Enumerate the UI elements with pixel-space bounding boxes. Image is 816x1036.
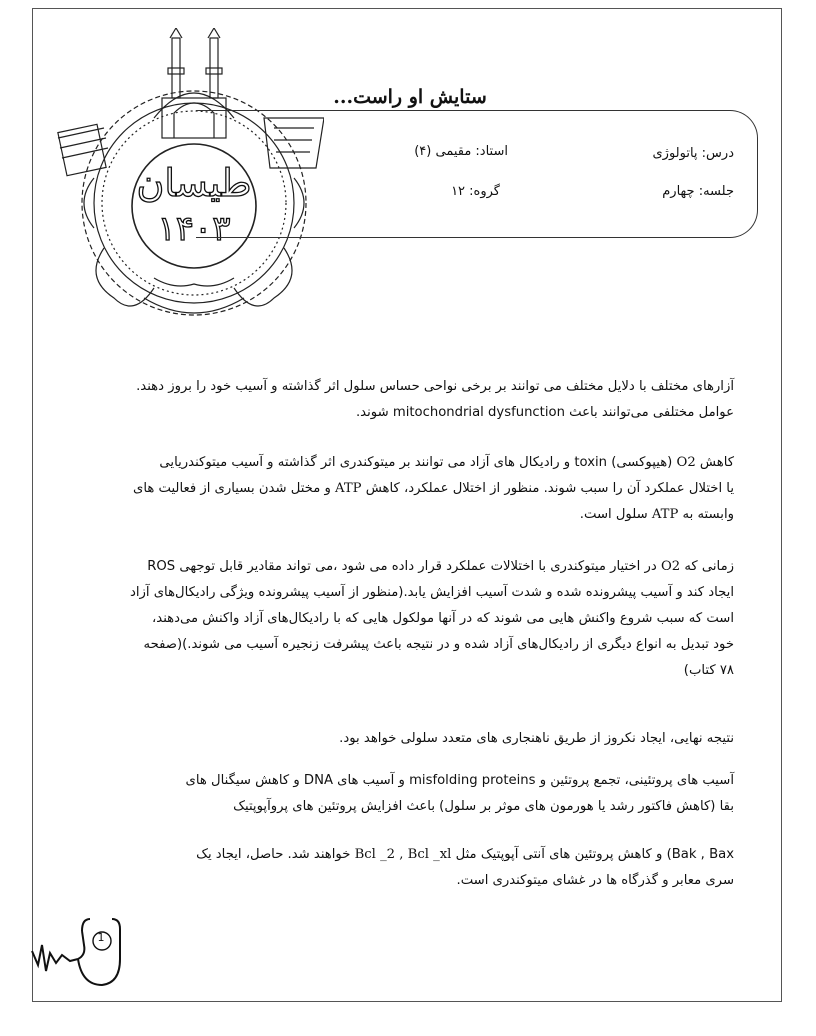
text-run: و مختل شدن بسیاری از فعالیت های xyxy=(133,481,331,496)
paragraph-line: سری معابر و گذرگاه ها در غشای میتوکندری است. xyxy=(456,873,734,888)
text-run: و رادیکال های آزاد می توانند بر میتوکندری اثر گذاشته و آسیب میتوکندریایی xyxy=(159,455,571,470)
emblem-word: طیسان xyxy=(136,161,252,205)
stethoscope-icon xyxy=(30,915,130,997)
header-info-box xyxy=(196,110,758,238)
paragraph-line: بقا (کاهش فاکتور رشد یا هورمون های موثر بر سلول) باعث افزایش پروتئین های پروآپوپتیک xyxy=(233,799,734,814)
term-o2: O2 xyxy=(676,455,696,470)
paragraph-5 xyxy=(94,768,734,820)
text-run: و کاهش سیگنال های xyxy=(185,773,300,788)
text-run: شوند. xyxy=(355,405,389,420)
text-run: وابسته به xyxy=(682,507,734,522)
session-label: جلسه: چهارم xyxy=(662,184,734,199)
group-label: گروه: ۱۲ xyxy=(451,184,500,199)
paragraph-2 xyxy=(94,450,734,528)
paragraph-line xyxy=(94,450,734,476)
text-run: کاهش xyxy=(699,455,734,470)
term-misfolding-proteins: misfolding proteins xyxy=(409,773,536,788)
term-mitochondrial-dysfunction: mitochondrial dysfunction xyxy=(392,405,565,420)
paragraph-3 xyxy=(94,554,734,684)
text-run: آسیب های پروتئینی، تجمع پروتئین و xyxy=(539,773,734,788)
paragraph-line xyxy=(94,400,734,426)
text-run: و کاهش پروتئین های آنتی آپوپتیک مثل xyxy=(455,847,663,862)
text-run: زمانی که xyxy=(684,559,734,574)
term-bcl: Bcl _2 , Bcl _xl xyxy=(354,847,452,862)
term-dna: DNA xyxy=(303,773,333,788)
term-o2: O2 xyxy=(660,559,681,574)
course-label: درس: پاتولوژی xyxy=(652,146,734,161)
paragraph-line: ایجاد کند و آسیب پیشرونده شده و شدت آسیب افزایش یابد.(منظور از آسیب پیشرونده ویژگی رادیکال‌های آزاد xyxy=(129,585,734,600)
term-ros: ROS xyxy=(147,559,176,574)
text-run: یا اختلال عملکرد آن را سبب شوند. منظور از اختلال عملکرد، کاهش xyxy=(365,481,734,496)
text-run: سلول است. xyxy=(579,507,648,522)
term-atp: ATP xyxy=(651,507,679,522)
paragraph-line: نتیجه نهایی، ایجاد نکروز از طریق ناهنجاری های متعدد سلولی خواهد بود. xyxy=(339,731,734,746)
paragraph-line xyxy=(94,476,734,502)
text-run: (هیپوکسی) xyxy=(611,455,673,470)
term-atp: ATP xyxy=(335,481,362,496)
paragraph-line xyxy=(94,554,734,580)
page-title: ستایش او راست... xyxy=(333,86,487,108)
page-number: 1 xyxy=(97,931,105,944)
text-run: در اختیار میتوکندری با اختلالات عملکرد قرار داده می شود ،می تواند مقادیر قابل توجهی xyxy=(179,559,657,574)
text-run: عوامل مختلفی می‌توانند باعث xyxy=(569,405,734,420)
term-bak-bax: (Bak , Bax xyxy=(666,847,734,862)
paragraph-line: است که سبب شروع واکنش هایی می شوند که در آنها مولکول هایی که با رادیکال‌های آزاد واکنش می‌دهند، xyxy=(152,611,734,626)
paragraph-4 xyxy=(94,726,734,752)
teacher-label: استاد: مقیمی (۴) xyxy=(414,144,508,159)
paragraph-line: خود تبدیل به انواع دیگری از رادیکال‌های آزاد شده و در نتیجه باعث پیشرفت زنجیره آسیب می شوند.)(صفحه xyxy=(143,637,734,652)
paragraph-6 xyxy=(94,842,734,894)
paragraph-line xyxy=(94,842,734,868)
term-toxin: toxin xyxy=(574,455,608,470)
paragraph-1 xyxy=(94,374,734,426)
paragraph-line: آزارهای مختلف با دلایل مختلف می توانند بر برخی نواحی حساس سلول اثر گذاشته و آسیب خود را بروز دهند. xyxy=(136,379,734,394)
emblem-year: ۱۴۰۳ xyxy=(157,209,231,249)
paragraph-line: ۷۸ کتاب) xyxy=(683,663,734,678)
paragraph-line xyxy=(94,768,734,794)
paragraph-line xyxy=(94,502,734,528)
text-run: و آسیب های xyxy=(337,773,405,788)
text-run: خواهند شد. حاصل، ایجاد یک xyxy=(196,847,351,862)
